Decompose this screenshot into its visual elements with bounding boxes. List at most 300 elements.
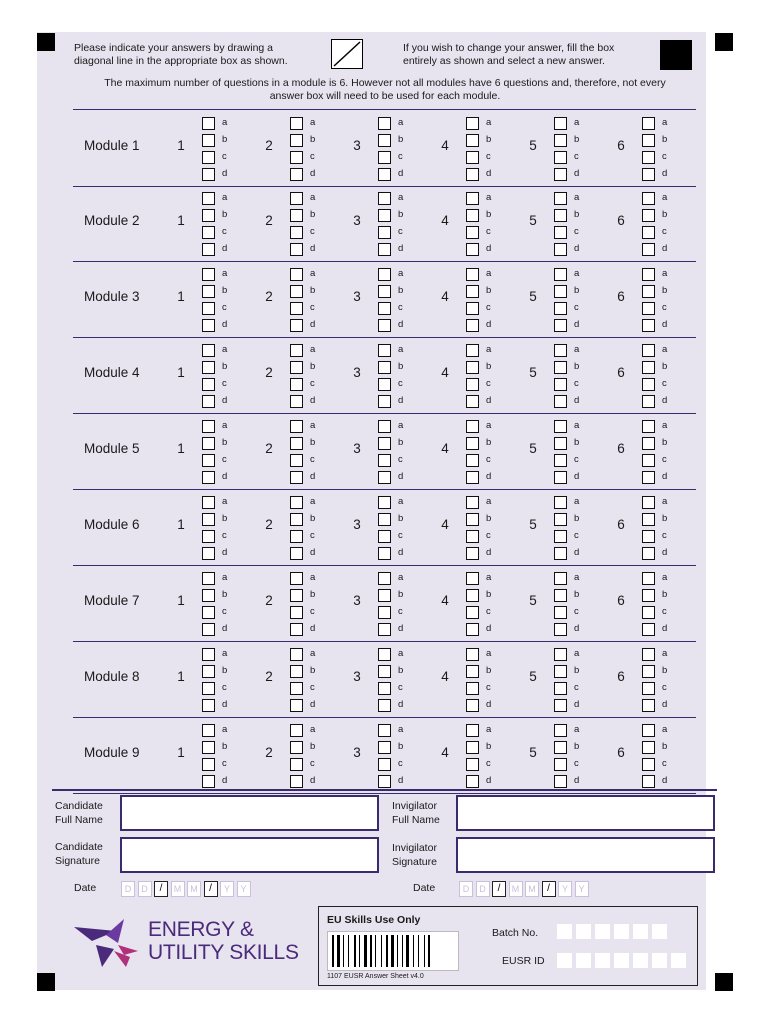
option-letter: a bbox=[574, 344, 580, 355]
answer-checkbox-b[interactable] bbox=[642, 285, 655, 298]
answer-checkbox-c[interactable] bbox=[642, 530, 655, 543]
date-digit-cell[interactable]: Y bbox=[575, 881, 589, 897]
option-letter: a bbox=[662, 268, 668, 279]
option-letter: b bbox=[662, 437, 668, 448]
answer-checkbox-b[interactable] bbox=[642, 361, 655, 374]
answer-checkbox-b[interactable] bbox=[554, 285, 567, 298]
answer-checkbox-a[interactable] bbox=[554, 724, 567, 737]
answer-checkbox-a[interactable] bbox=[378, 117, 391, 130]
answer-checkbox-b[interactable] bbox=[554, 589, 567, 602]
option-letter: b bbox=[486, 361, 492, 372]
question-number: 4 bbox=[441, 441, 449, 456]
date-separator: / bbox=[154, 881, 168, 897]
answer-checkbox-b[interactable] bbox=[202, 741, 215, 754]
answer-checkbox-b[interactable] bbox=[466, 285, 479, 298]
answer-checkbox-b[interactable] bbox=[290, 741, 303, 754]
option-letter: a bbox=[486, 344, 492, 355]
answer-checkbox-c[interactable] bbox=[378, 151, 391, 164]
option-letter: c bbox=[310, 151, 315, 162]
date-digit-cell[interactable]: D bbox=[476, 881, 490, 897]
option-letter: d bbox=[574, 699, 580, 710]
answer-checkbox-a[interactable] bbox=[202, 268, 215, 281]
option-letter: a bbox=[222, 572, 228, 583]
answer-checkbox-c[interactable] bbox=[202, 530, 215, 543]
answer-checkbox-a[interactable] bbox=[378, 192, 391, 205]
answer-checkbox-d[interactable] bbox=[466, 243, 479, 256]
answer-checkbox-a[interactable] bbox=[202, 117, 215, 130]
answer-checkbox-d[interactable] bbox=[202, 243, 215, 256]
answer-checkbox-a[interactable] bbox=[554, 572, 567, 585]
option-letter: a bbox=[222, 648, 228, 659]
answer-checkbox-c[interactable] bbox=[202, 758, 215, 771]
answer-checkbox-d[interactable] bbox=[466, 775, 479, 788]
option-letter: a bbox=[222, 192, 228, 203]
option-letter: b bbox=[574, 513, 580, 524]
answer-checkbox-c[interactable] bbox=[378, 758, 391, 771]
answer-checkbox-a[interactable] bbox=[290, 344, 303, 357]
answer-checkbox-a[interactable] bbox=[378, 344, 391, 357]
answer-checkbox-b[interactable] bbox=[466, 361, 479, 374]
option-letter: a bbox=[574, 572, 580, 583]
answer-checkbox-c[interactable] bbox=[642, 378, 655, 391]
date-digit-cell[interactable]: D bbox=[138, 881, 152, 897]
answer-checkbox-d[interactable] bbox=[642, 395, 655, 408]
answer-checkbox-d[interactable] bbox=[466, 395, 479, 408]
answer-checkbox-b[interactable] bbox=[466, 437, 479, 450]
answer-checkbox-d[interactable] bbox=[642, 471, 655, 484]
date-digit-cell[interactable]: M bbox=[171, 881, 185, 897]
option-letter: c bbox=[398, 530, 403, 541]
answer-checkbox-b[interactable] bbox=[554, 665, 567, 678]
answer-checkbox-a[interactable] bbox=[466, 420, 479, 433]
answer-checkbox-b[interactable] bbox=[290, 589, 303, 602]
answer-checkbox-d[interactable] bbox=[290, 471, 303, 484]
answer-checkbox-d[interactable] bbox=[202, 471, 215, 484]
answer-checkbox-a[interactable] bbox=[466, 192, 479, 205]
answer-checkbox-a[interactable] bbox=[642, 724, 655, 737]
question-number: 2 bbox=[265, 213, 273, 228]
answer-checkbox-d[interactable] bbox=[378, 471, 391, 484]
option-letter: b bbox=[662, 285, 668, 296]
answer-checkbox-a[interactable] bbox=[554, 268, 567, 281]
option-letter: d bbox=[398, 319, 404, 330]
option-letter: d bbox=[222, 168, 228, 179]
answer-checkbox-d[interactable] bbox=[466, 699, 479, 712]
answer-checkbox-b[interactable] bbox=[202, 361, 215, 374]
eusr-id-cell bbox=[614, 953, 629, 968]
registration-mark-top-left bbox=[37, 33, 55, 51]
answer-checkbox-c[interactable] bbox=[642, 226, 655, 239]
answer-checkbox-c[interactable] bbox=[290, 530, 303, 543]
answer-checkbox-c[interactable] bbox=[290, 758, 303, 771]
answer-checkbox-a[interactable] bbox=[378, 496, 391, 509]
barcode-bar bbox=[418, 935, 419, 967]
option-letter: c bbox=[310, 530, 315, 541]
answer-checkbox-d[interactable] bbox=[642, 168, 655, 181]
answer-checkbox-b[interactable] bbox=[466, 513, 479, 526]
answer-checkbox-c[interactable] bbox=[202, 682, 215, 695]
answer-checkbox-c[interactable] bbox=[378, 606, 391, 619]
answer-checkbox-b[interactable] bbox=[378, 589, 391, 602]
answer-checkbox-d[interactable] bbox=[290, 699, 303, 712]
answer-checkbox-d[interactable] bbox=[290, 319, 303, 332]
answer-checkbox-a[interactable] bbox=[642, 268, 655, 281]
option-letter: d bbox=[574, 471, 580, 482]
answer-checkbox-a[interactable] bbox=[378, 724, 391, 737]
answer-checkbox-c[interactable] bbox=[290, 682, 303, 695]
answer-checkbox-d[interactable] bbox=[202, 168, 215, 181]
option-letter: c bbox=[662, 682, 667, 693]
answer-checkbox-c[interactable] bbox=[642, 302, 655, 315]
answer-checkbox-a[interactable] bbox=[290, 572, 303, 585]
answer-checkbox-b[interactable] bbox=[642, 437, 655, 450]
answer-checkbox-a[interactable] bbox=[290, 648, 303, 661]
question-number: 4 bbox=[441, 669, 449, 684]
date-digit-cell[interactable]: M bbox=[509, 881, 523, 897]
answer-checkbox-a[interactable] bbox=[378, 572, 391, 585]
answer-checkbox-c[interactable] bbox=[202, 226, 215, 239]
answer-checkbox-c[interactable] bbox=[554, 226, 567, 239]
answer-checkbox-a[interactable] bbox=[466, 648, 479, 661]
answer-checkbox-a[interactable] bbox=[290, 268, 303, 281]
registration-mark-bottom-right bbox=[715, 973, 733, 991]
answer-checkbox-c[interactable] bbox=[290, 302, 303, 315]
option-letter: d bbox=[486, 395, 492, 406]
answer-checkbox-b[interactable] bbox=[378, 741, 391, 754]
answer-checkbox-b[interactable] bbox=[202, 513, 215, 526]
answer-checkbox-c[interactable] bbox=[466, 606, 479, 619]
answer-checkbox-b[interactable] bbox=[378, 285, 391, 298]
answer-checkbox-d[interactable] bbox=[554, 243, 567, 256]
answer-checkbox-c[interactable] bbox=[290, 606, 303, 619]
answer-checkbox-c[interactable] bbox=[554, 454, 567, 467]
answer-checkbox-c[interactable] bbox=[466, 302, 479, 315]
answer-checkbox-c[interactable] bbox=[554, 606, 567, 619]
answer-checkbox-d[interactable] bbox=[642, 699, 655, 712]
answer-checkbox-b[interactable] bbox=[642, 209, 655, 222]
answer-checkbox-b[interactable] bbox=[290, 361, 303, 374]
answer-checkbox-d[interactable] bbox=[466, 623, 479, 636]
answer-checkbox-a[interactable] bbox=[554, 117, 567, 130]
answer-checkbox-d[interactable] bbox=[642, 319, 655, 332]
answer-checkbox-a[interactable] bbox=[642, 117, 655, 130]
question-number: 2 bbox=[265, 745, 273, 760]
option-letter: d bbox=[662, 168, 668, 179]
answer-checkbox-c[interactable] bbox=[554, 758, 567, 771]
answer-checkbox-c[interactable] bbox=[202, 606, 215, 619]
option-letter: d bbox=[662, 471, 668, 482]
answer-checkbox-b[interactable] bbox=[290, 209, 303, 222]
answer-checkbox-a[interactable] bbox=[290, 724, 303, 737]
answer-checkbox-a[interactable] bbox=[202, 648, 215, 661]
question-number: 4 bbox=[441, 138, 449, 153]
answer-checkbox-b[interactable] bbox=[642, 589, 655, 602]
answer-checkbox-a[interactable] bbox=[290, 496, 303, 509]
answer-checkbox-b[interactable] bbox=[378, 209, 391, 222]
answer-checkbox-a[interactable] bbox=[554, 496, 567, 509]
answer-checkbox-b[interactable] bbox=[466, 741, 479, 754]
option-letter: c bbox=[222, 606, 227, 617]
answer-checkbox-c[interactable] bbox=[202, 378, 215, 391]
date-digit-cell[interactable]: D bbox=[459, 881, 473, 897]
answer-checkbox-d[interactable] bbox=[554, 775, 567, 788]
date-digit-cell[interactable]: Y bbox=[237, 881, 251, 897]
answer-checkbox-c[interactable] bbox=[378, 682, 391, 695]
date-digit-cell[interactable]: M bbox=[525, 881, 539, 897]
answer-checkbox-b[interactable] bbox=[378, 513, 391, 526]
answer-checkbox-c[interactable] bbox=[378, 454, 391, 467]
answer-checkbox-c[interactable] bbox=[466, 682, 479, 695]
answer-checkbox-b[interactable] bbox=[378, 665, 391, 678]
answer-checkbox-a[interactable] bbox=[642, 192, 655, 205]
answer-checkbox-d[interactable] bbox=[202, 395, 215, 408]
answer-checkbox-d[interactable] bbox=[554, 623, 567, 636]
answer-checkbox-c[interactable] bbox=[554, 151, 567, 164]
barcode bbox=[327, 931, 459, 971]
answer-checkbox-d[interactable] bbox=[378, 623, 391, 636]
answer-checkbox-b[interactable] bbox=[378, 437, 391, 450]
answer-checkbox-c[interactable] bbox=[554, 530, 567, 543]
answer-checkbox-d[interactable] bbox=[202, 319, 215, 332]
answer-checkbox-c[interactable] bbox=[290, 378, 303, 391]
answer-checkbox-a[interactable] bbox=[642, 420, 655, 433]
answer-checkbox-d[interactable] bbox=[202, 547, 215, 560]
answer-checkbox-a[interactable] bbox=[642, 496, 655, 509]
answer-checkbox-a[interactable] bbox=[202, 724, 215, 737]
answer-checkbox-a[interactable] bbox=[378, 648, 391, 661]
answer-checkbox-d[interactable] bbox=[290, 547, 303, 560]
answer-checkbox-b[interactable] bbox=[290, 513, 303, 526]
candidate-signature-label-l1: Candidate bbox=[55, 841, 103, 853]
answer-checkbox-b[interactable] bbox=[290, 285, 303, 298]
answer-checkbox-b[interactable] bbox=[554, 741, 567, 754]
answer-checkbox-c[interactable] bbox=[202, 151, 215, 164]
answer-checkbox-c[interactable] bbox=[378, 530, 391, 543]
answer-checkbox-c[interactable] bbox=[466, 530, 479, 543]
answer-checkbox-a[interactable] bbox=[202, 344, 215, 357]
option-letter: a bbox=[222, 117, 228, 128]
answer-checkbox-a[interactable] bbox=[202, 420, 215, 433]
answer-checkbox-d[interactable] bbox=[554, 699, 567, 712]
answer-checkbox-c[interactable] bbox=[202, 454, 215, 467]
answer-checkbox-d[interactable] bbox=[554, 471, 567, 484]
answer-checkbox-b[interactable] bbox=[554, 437, 567, 450]
module-label: Module 1 bbox=[84, 138, 140, 153]
answer-checkbox-b[interactable] bbox=[202, 589, 215, 602]
answer-checkbox-d[interactable] bbox=[378, 168, 391, 181]
answer-checkbox-b[interactable] bbox=[554, 134, 567, 147]
module-row bbox=[73, 489, 696, 566]
question-number: 4 bbox=[441, 289, 449, 304]
answer-checkbox-a[interactable] bbox=[202, 192, 215, 205]
option-letter: d bbox=[398, 168, 404, 179]
answer-checkbox-c[interactable] bbox=[466, 378, 479, 391]
answer-checkbox-a[interactable] bbox=[466, 496, 479, 509]
answer-checkbox-c[interactable] bbox=[466, 454, 479, 467]
answer-checkbox-c[interactable] bbox=[642, 682, 655, 695]
answer-checkbox-c[interactable] bbox=[642, 758, 655, 771]
answer-checkbox-b[interactable] bbox=[202, 134, 215, 147]
date-digit-cell[interactable]: D bbox=[121, 881, 135, 897]
answer-checkbox-a[interactable] bbox=[466, 268, 479, 281]
answer-checkbox-c[interactable] bbox=[642, 151, 655, 164]
answer-checkbox-a[interactable] bbox=[554, 420, 567, 433]
answer-checkbox-d[interactable] bbox=[290, 623, 303, 636]
answer-checkbox-d[interactable] bbox=[290, 395, 303, 408]
answer-checkbox-c[interactable] bbox=[642, 454, 655, 467]
invigilator-signature-field[interactable] bbox=[456, 837, 715, 873]
answer-checkbox-b[interactable] bbox=[642, 513, 655, 526]
answer-checkbox-c[interactable] bbox=[642, 606, 655, 619]
answer-checkbox-b[interactable] bbox=[642, 134, 655, 147]
option-letter: c bbox=[310, 682, 315, 693]
option-letter: d bbox=[574, 168, 580, 179]
question-number: 5 bbox=[529, 669, 537, 684]
answer-checkbox-c[interactable] bbox=[202, 302, 215, 315]
option-letter: b bbox=[398, 209, 404, 220]
candidate-signature-field[interactable] bbox=[120, 837, 379, 873]
answer-checkbox-d[interactable] bbox=[202, 775, 215, 788]
answer-checkbox-d[interactable] bbox=[466, 319, 479, 332]
answer-checkbox-a[interactable] bbox=[202, 572, 215, 585]
answer-checkbox-b[interactable] bbox=[466, 134, 479, 147]
answer-checkbox-c[interactable] bbox=[378, 226, 391, 239]
invigilator-name-field[interactable] bbox=[456, 795, 715, 831]
answer-checkbox-d[interactable] bbox=[378, 547, 391, 560]
answer-checkbox-b[interactable] bbox=[466, 665, 479, 678]
answer-checkbox-b[interactable] bbox=[202, 665, 215, 678]
answer-checkbox-d[interactable] bbox=[642, 243, 655, 256]
answer-checkbox-a[interactable] bbox=[290, 192, 303, 205]
answer-checkbox-a[interactable] bbox=[554, 648, 567, 661]
question-number: 6 bbox=[617, 441, 625, 456]
answer-checkbox-c[interactable] bbox=[466, 151, 479, 164]
question-number: 1 bbox=[177, 745, 185, 760]
answer-checkbox-a[interactable] bbox=[642, 344, 655, 357]
answer-checkbox-d[interactable] bbox=[378, 243, 391, 256]
answer-checkbox-d[interactable] bbox=[642, 623, 655, 636]
answer-checkbox-b[interactable] bbox=[642, 741, 655, 754]
answer-checkbox-d[interactable] bbox=[202, 699, 215, 712]
answer-checkbox-c[interactable] bbox=[290, 454, 303, 467]
option-letter: d bbox=[310, 471, 316, 482]
option-letter: a bbox=[310, 648, 316, 659]
answer-checkbox-b[interactable] bbox=[466, 209, 479, 222]
answer-checkbox-d[interactable] bbox=[554, 547, 567, 560]
answer-checkbox-c[interactable] bbox=[466, 226, 479, 239]
answer-checkbox-d[interactable] bbox=[290, 243, 303, 256]
answer-checkbox-a[interactable] bbox=[202, 496, 215, 509]
option-letter: c bbox=[398, 682, 403, 693]
answer-checkbox-b[interactable] bbox=[202, 285, 215, 298]
answer-checkbox-a[interactable] bbox=[466, 117, 479, 130]
option-letter: c bbox=[574, 378, 579, 389]
answer-checkbox-b[interactable] bbox=[290, 134, 303, 147]
answer-checkbox-d[interactable] bbox=[202, 623, 215, 636]
answer-checkbox-c[interactable] bbox=[378, 378, 391, 391]
question-number: 5 bbox=[529, 365, 537, 380]
answer-checkbox-d[interactable] bbox=[466, 168, 479, 181]
answer-checkbox-c[interactable] bbox=[378, 302, 391, 315]
option-letter: d bbox=[574, 319, 580, 330]
answer-checkbox-a[interactable] bbox=[290, 420, 303, 433]
answer-checkbox-b[interactable] bbox=[378, 361, 391, 374]
answer-checkbox-b[interactable] bbox=[290, 437, 303, 450]
answer-checkbox-c[interactable] bbox=[554, 682, 567, 695]
option-letter: d bbox=[662, 623, 668, 634]
answer-checkbox-d[interactable] bbox=[642, 775, 655, 788]
answer-checkbox-b[interactable] bbox=[378, 134, 391, 147]
answer-checkbox-a[interactable] bbox=[554, 344, 567, 357]
answer-checkbox-c[interactable] bbox=[554, 302, 567, 315]
candidate-name-label-l2: Full Name bbox=[55, 814, 103, 826]
answer-checkbox-a[interactable] bbox=[466, 724, 479, 737]
answer-checkbox-d[interactable] bbox=[466, 547, 479, 560]
answer-checkbox-a[interactable] bbox=[290, 117, 303, 130]
answer-checkbox-d[interactable] bbox=[290, 775, 303, 788]
answer-checkbox-d[interactable] bbox=[378, 395, 391, 408]
option-letter: c bbox=[310, 302, 315, 313]
date-digit-cell[interactable]: Y bbox=[558, 881, 572, 897]
answer-checkbox-b[interactable] bbox=[466, 589, 479, 602]
question-number: 3 bbox=[353, 138, 361, 153]
answer-checkbox-a[interactable] bbox=[554, 192, 567, 205]
answer-checkbox-b[interactable] bbox=[202, 437, 215, 450]
answer-checkbox-b[interactable] bbox=[290, 665, 303, 678]
option-letter: a bbox=[662, 117, 668, 128]
answer-checkbox-d[interactable] bbox=[378, 775, 391, 788]
option-letter: c bbox=[486, 530, 491, 541]
module-label: Module 3 bbox=[84, 289, 140, 304]
answer-checkbox-d[interactable] bbox=[378, 319, 391, 332]
answer-checkbox-c[interactable] bbox=[290, 226, 303, 239]
answer-checkbox-d[interactable] bbox=[290, 168, 303, 181]
barcode-bar bbox=[332, 935, 334, 967]
answer-checkbox-b[interactable] bbox=[554, 513, 567, 526]
answer-checkbox-a[interactable] bbox=[466, 344, 479, 357]
answer-checkbox-a[interactable] bbox=[378, 420, 391, 433]
answer-checkbox-c[interactable] bbox=[290, 151, 303, 164]
answer-checkbox-d[interactable] bbox=[554, 395, 567, 408]
answer-checkbox-d[interactable] bbox=[554, 319, 567, 332]
answer-checkbox-a[interactable] bbox=[642, 572, 655, 585]
answer-checkbox-b[interactable] bbox=[554, 209, 567, 222]
date-digit-cell[interactable]: M bbox=[187, 881, 201, 897]
answer-checkbox-a[interactable] bbox=[466, 572, 479, 585]
option-letter: b bbox=[310, 665, 316, 676]
answer-checkbox-a[interactable] bbox=[642, 648, 655, 661]
question-number: 3 bbox=[353, 213, 361, 228]
answer-checkbox-d[interactable] bbox=[642, 547, 655, 560]
answer-checkbox-d[interactable] bbox=[554, 168, 567, 181]
date-digit-cell[interactable]: Y bbox=[220, 881, 234, 897]
option-letter: b bbox=[310, 209, 316, 220]
answer-checkbox-b[interactable] bbox=[202, 209, 215, 222]
barcode-bar bbox=[402, 935, 403, 967]
candidate-name-field[interactable] bbox=[120, 795, 379, 831]
answer-checkbox-d[interactable] bbox=[378, 699, 391, 712]
answer-checkbox-d[interactable] bbox=[466, 471, 479, 484]
option-letter: a bbox=[310, 117, 316, 128]
answer-checkbox-c[interactable] bbox=[554, 378, 567, 391]
option-letter: a bbox=[310, 572, 316, 583]
option-letter: b bbox=[222, 513, 228, 524]
option-letter: d bbox=[662, 547, 668, 558]
answer-checkbox-c[interactable] bbox=[466, 758, 479, 771]
answer-checkbox-b[interactable] bbox=[554, 361, 567, 374]
answer-checkbox-a[interactable] bbox=[378, 268, 391, 281]
answer-checkbox-b[interactable] bbox=[642, 665, 655, 678]
